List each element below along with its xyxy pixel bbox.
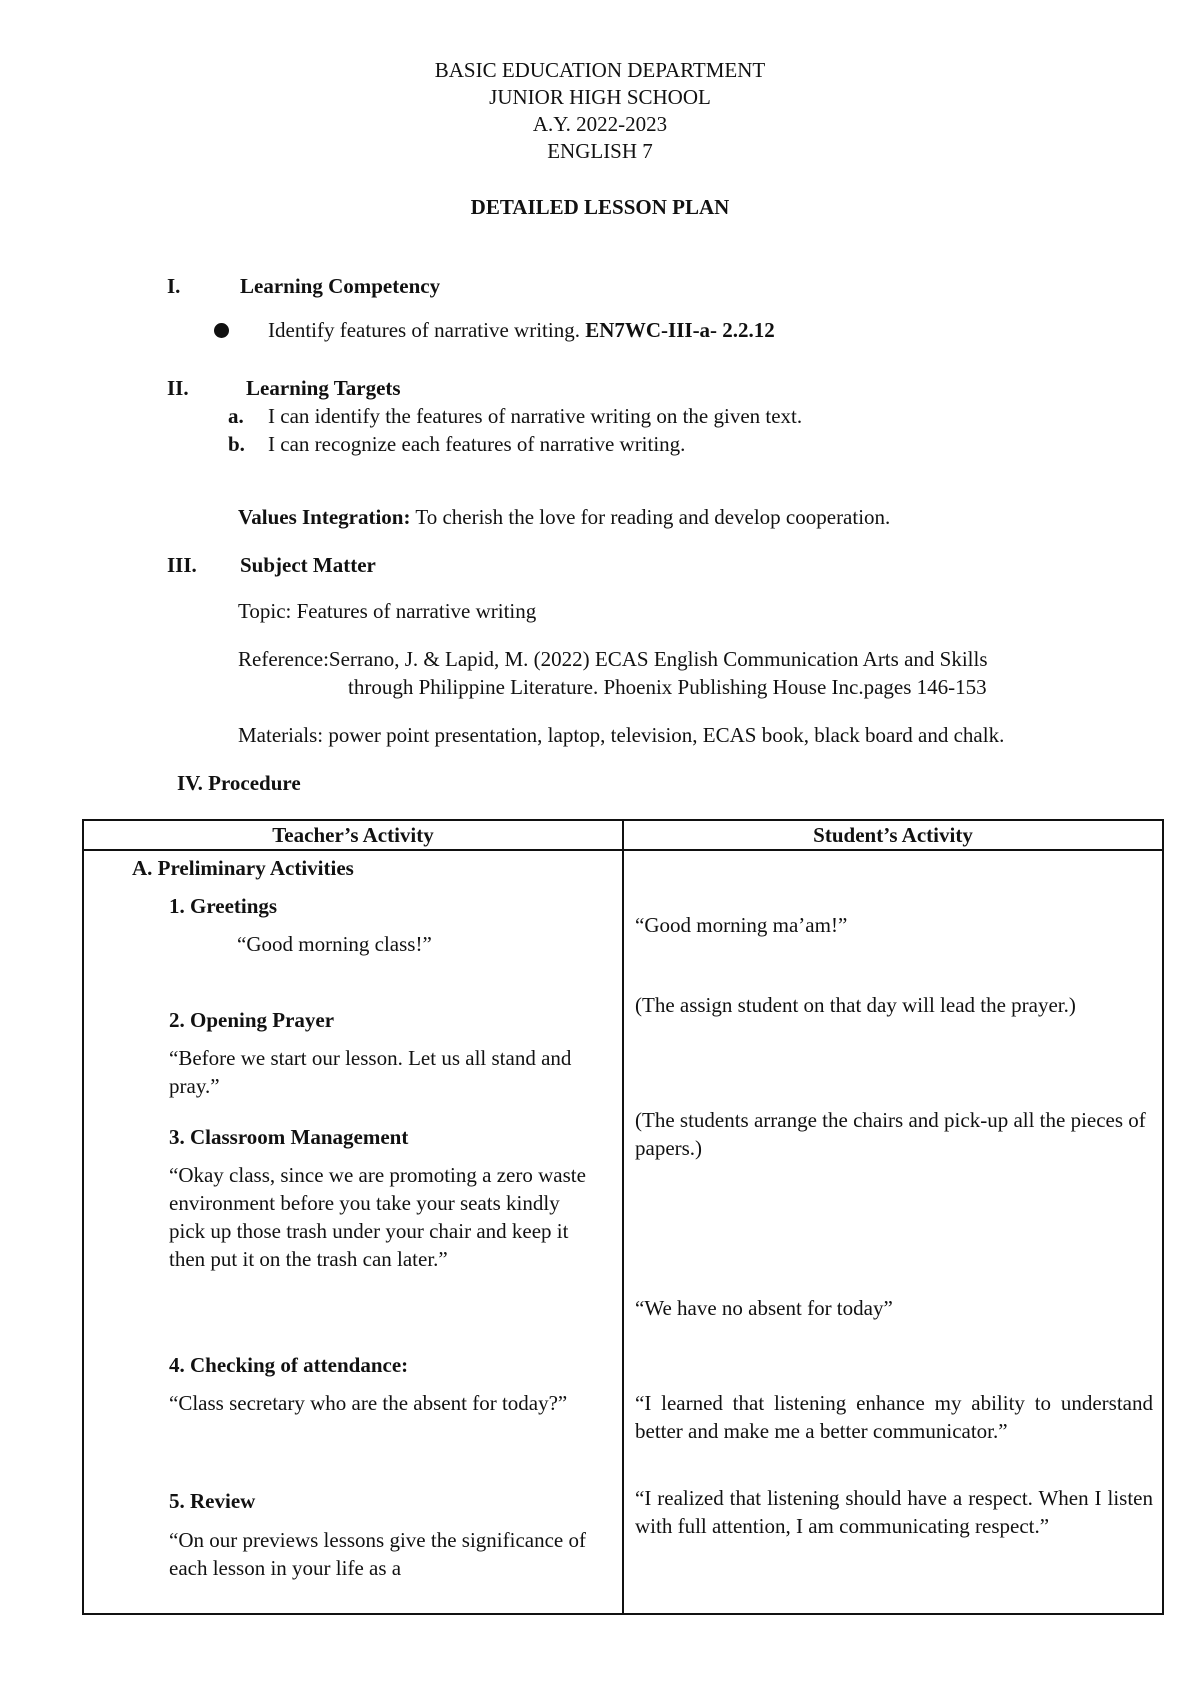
column-header-teacher: Teacher’s Activity xyxy=(83,820,623,850)
opening-prayer-title: 2. Opening Prayer xyxy=(169,1008,335,1032)
teacher-activity-cell xyxy=(83,850,623,1614)
student-review-reply-2: “I realized that listening should have a respect. When I listen with full attention, I am communicating respect.” xyxy=(635,1486,1153,1538)
values-integration xyxy=(238,505,890,530)
opening-prayer-text: “Before we start our lesson. Let us all stand and pray.” xyxy=(169,1046,572,1098)
review-text: “On our previews lessons give the significance of each lesson in your life as a xyxy=(169,1528,586,1580)
target-marker-b: b. xyxy=(228,432,245,456)
subject-reference-line2: through Philippine Literature. Phoenix Publishing House Inc.pages 146-153 xyxy=(348,675,987,699)
subject-heading: Subject Matter xyxy=(240,553,376,577)
target-item-b: I can recognize each features of narrative writing. xyxy=(268,432,686,456)
subject-numeral: III. xyxy=(167,553,197,577)
table-row xyxy=(83,850,1163,1614)
student-greeting-reply: “Good morning ma’am!” xyxy=(635,913,848,937)
student-activity-cell xyxy=(623,850,1163,1614)
student-prayer-reply: (The assign student on that day will lead the prayer.) xyxy=(635,993,1076,1017)
header-school: JUNIOR HIGH SCHOOL xyxy=(489,85,711,109)
target-item-a: I can identify the features of narrative writing on the given text. xyxy=(268,404,803,428)
header-subject: ENGLISH 7 xyxy=(547,139,653,163)
subject-topic: Topic: Features of narrative writing xyxy=(238,599,537,623)
greetings-text: “Good morning class!” xyxy=(237,932,432,956)
competency-numeral: I. xyxy=(167,274,181,298)
procedure-heading: IV. Procedure xyxy=(177,771,301,795)
classroom-management-text: “Okay class, since we are promoting a zero waste environment before you take your seats kindly pick up those trash under your chair and keep it then put it on the trash can later.” xyxy=(169,1163,586,1271)
subject-reference-line1: Reference:Serrano, J. & Lapid, M. (2022) ECAS English Communication Arts and Skills xyxy=(238,647,988,671)
student-review-reply-1: “I learned that listening enhance my ability to understand better and make me a better communicator.” xyxy=(635,1391,1153,1443)
header-department: BASIC EDUCATION DEPARTMENT xyxy=(434,58,766,82)
classroom-management-title: 3. Classroom Management xyxy=(169,1125,409,1149)
column-header-student: Student’s Activity xyxy=(623,820,1163,850)
targets-heading: Learning Targets xyxy=(246,376,401,400)
subject-materials: Materials: power point presentation, laptop, television, ECAS book, black board and chalk. xyxy=(238,723,1005,747)
procedure-table xyxy=(82,819,1164,1615)
table-header-row xyxy=(83,820,1163,850)
values-label: Values Integration: xyxy=(238,505,411,529)
header-academic-year: A.Y. 2022-2023 xyxy=(532,112,668,136)
greetings-title: 1. Greetings xyxy=(169,894,278,918)
targets-numeral: II. xyxy=(167,376,189,400)
attendance-text: “Class secretary who are the absent for today?” xyxy=(169,1391,568,1415)
competency-text: Identify features of narrative writing. xyxy=(268,318,580,342)
competency-bullet xyxy=(268,318,775,343)
review-title: 5. Review xyxy=(169,1489,256,1513)
student-classroom-reply: (The students arrange the chairs and pick-up all the pieces of papers.) xyxy=(635,1108,1146,1160)
attendance-title: 4. Checking of attendance: xyxy=(169,1353,409,1377)
bullet-icon xyxy=(214,323,229,338)
competency-code: EN7WC-III-a- 2.2.12 xyxy=(585,318,775,342)
competency-heading: Learning Competency xyxy=(240,274,441,298)
page-title: DETAILED LESSON PLAN xyxy=(470,195,730,219)
student-attendance-reply: “We have no absent for today” xyxy=(635,1296,893,1320)
target-marker-a: a. xyxy=(228,404,244,428)
values-text: To cherish the love for reading and develop cooperation. xyxy=(410,505,891,529)
preliminary-activities-heading: A. Preliminary Activities xyxy=(132,856,354,880)
